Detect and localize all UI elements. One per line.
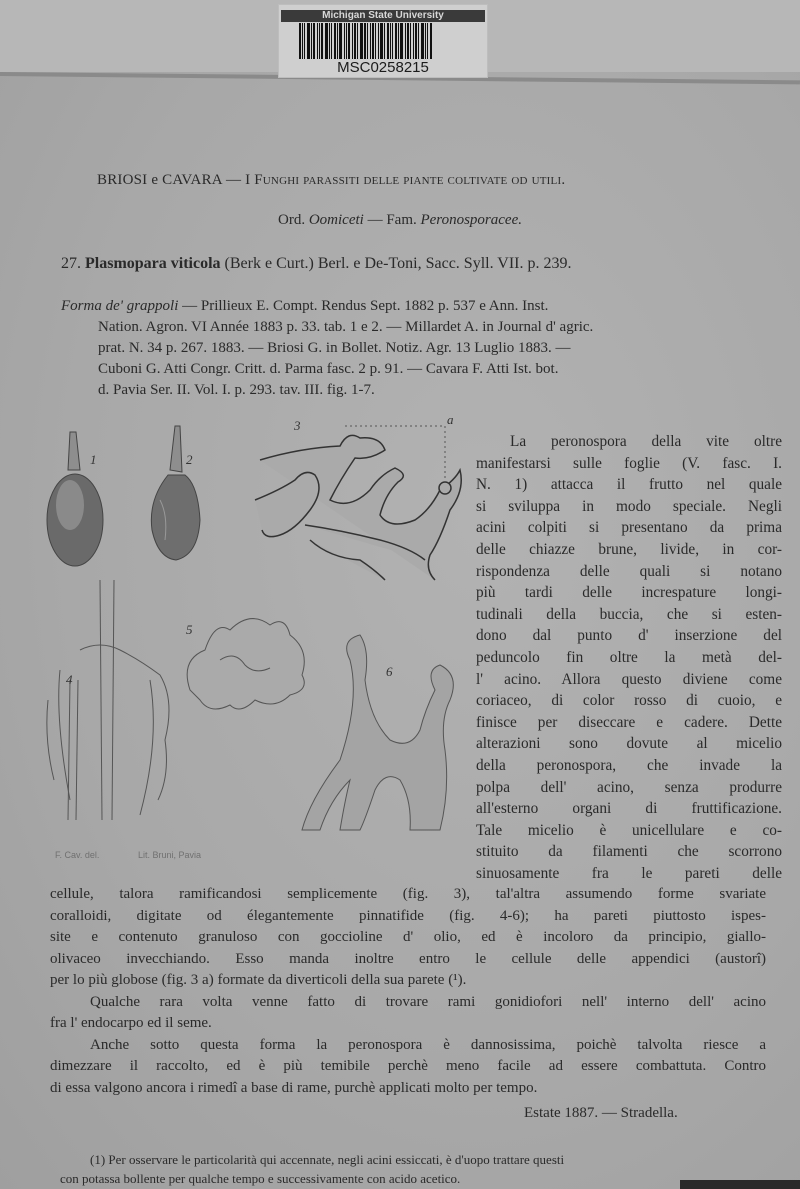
order-name: Oomiceti xyxy=(308,212,364,228)
authors: BRIOSI e CAVARA xyxy=(97,172,222,188)
text-line: coralloidi, digitate od élegantemente pinnatifide (fig. 4-6); ha pareti piuttosto ispes- xyxy=(50,907,766,924)
collection-date-locality: Estate 1887. — Stradella. xyxy=(524,1105,678,1121)
series-header xyxy=(97,172,565,189)
footnote xyxy=(60,1150,740,1188)
column-line: sinuosamente fra le pareti delle xyxy=(476,864,782,882)
description-continued xyxy=(50,884,766,1099)
species-title xyxy=(61,255,572,273)
column-line: N. 1) attacca il frutto nel quale xyxy=(476,476,782,494)
column-line: delle chiazze brune, livide, in cor- xyxy=(476,540,782,558)
column-line: all'esterno organi di fruttificazione. xyxy=(476,800,782,818)
reference-line: d. Pavia Ser. II. Vol. I. p. 293. tav. III. fig. 1-7. xyxy=(98,382,375,398)
species-name: Plasmopara viticola xyxy=(85,255,221,272)
form-label: Forma de' grappoli xyxy=(61,298,179,314)
column-line: più tardi delle increspature longi- xyxy=(476,584,782,602)
species-authority: (Berk e Curt.) Berl. e De-Toni, Sacc. Syll. VII. p. 239. xyxy=(224,255,572,272)
footnote-line: (1) Per osservare le particolarità qui accennate, negli acini essiccati, è d'uopo trattare questi xyxy=(90,1152,565,1167)
column-line: si sviluppa in modo speciale. Negli xyxy=(476,497,782,515)
column-line: coriaceo, di color rosso di cuoio, e xyxy=(476,692,782,710)
reference-line: Cuboni G. Atti Congr. Critt. d. Parma fasc. 2 p. 91. — Cavara F. Atti Ist. bot. xyxy=(98,361,559,377)
column-line: La peronospora della vite oltre xyxy=(510,433,782,450)
column-line: peduncolo fin oltre la metà del- xyxy=(476,648,782,666)
family-prefix: Fam. xyxy=(386,212,417,228)
reference-line: Nation. Agron. VI Année 1883 p. 33. tab. 1 e 2. — Millardet A. in Journal d' agric. xyxy=(98,319,594,335)
taxonomy-dash: — xyxy=(367,212,383,228)
column-line: finisce per diseccare e cadere. Dette xyxy=(476,713,782,731)
figure-label: 1 xyxy=(90,452,97,467)
reference-line: prat. N. 34 p. 267. 1883. — Briosi G. in Bollet. Notiz. Agr. 13 Luglio 1883. — xyxy=(98,340,571,356)
column-line: dono dal punto d' inserzione del xyxy=(476,627,782,645)
figure-3-mycelium xyxy=(255,435,461,580)
figure-5-mycelium xyxy=(187,619,304,709)
figure-label: 6 xyxy=(386,664,393,679)
description-column xyxy=(476,431,782,884)
figure-label: 2 xyxy=(186,452,193,467)
plate-credit-artist: F. Cav. del. xyxy=(55,850,100,860)
species-number: 27. xyxy=(61,255,81,272)
taxonomy-line xyxy=(0,212,800,229)
series-title: I Funghi parassiti delle piante coltivate od utili. xyxy=(245,172,566,188)
header-separator: — xyxy=(225,172,242,188)
text-line: fra l' endocarpo ed il seme. xyxy=(50,1015,212,1031)
text-line: per lo più globose (fig. 3 a) formate da diverticoli della sua parete (¹). xyxy=(50,972,467,988)
column-line: l' acino. Allora questo diviene come xyxy=(476,670,782,688)
figure-label: a xyxy=(447,412,454,427)
figure-label: 3 xyxy=(294,418,301,433)
text-line: Anche sotto questa forma la peronospora è dannosissima, poichè talvolta riesce a xyxy=(90,1036,766,1053)
figure-label: 4 xyxy=(66,672,73,687)
column-line: Tale micelio è unicellulare e co- xyxy=(476,821,782,839)
column-line: rispondenza delle quali si notano xyxy=(476,562,782,580)
reference-line xyxy=(61,298,548,315)
column-line: manifestarsi sulle foglie (V. fasc. I. xyxy=(476,454,782,472)
specimen-barcode-label xyxy=(278,4,488,78)
figure-2-grape-berry xyxy=(151,426,200,560)
text-line: cellule, talora ramificandosi semplicemente (fig. 3), tal'altra assumendo forme svariate xyxy=(50,886,766,902)
barcode xyxy=(299,23,464,59)
figure-6-mycelium xyxy=(302,635,453,830)
family-name: Peronosporacee. xyxy=(420,212,522,228)
text-line: olivaceo invecchiando. Esso manda inoltre entro le cellule delle appendici (austorî) xyxy=(50,950,766,967)
column-line: stituito da filamenti che scorrono xyxy=(476,843,782,861)
text-line: site e contenuto granuloso con goccioline d' olio, ed è incoloro da principio, giallo- xyxy=(50,929,766,945)
plate-credit-printer: Lit. Bruni, Pavia xyxy=(138,850,202,860)
sheet-shadow xyxy=(680,1180,800,1189)
institution-name: Michigan State University xyxy=(281,10,485,22)
figure-4-mycelium xyxy=(47,580,169,820)
column-line: tudinali della buccia, che si esten- xyxy=(476,605,782,623)
column-line: alterazioni sono dovute al micelio xyxy=(476,735,782,753)
reference-text: — Prillieux E. Compt. Rendus Sept. 1882 p. 537 e Ann. Inst. xyxy=(182,298,549,314)
footnote-line: con potassa bollente per qualche tempo e successivamente con acido acetico. xyxy=(60,1171,461,1186)
figure-label: 5 xyxy=(186,622,193,637)
column-line: polpa dell' acino, senza produrre xyxy=(476,778,782,796)
text-line: Qualche rara volta venne fatto di trovare rami gonidiofori nell' interno dell' acino xyxy=(90,993,766,1010)
order-prefix: Ord. xyxy=(278,212,306,228)
catalog-number: MSC0258215 xyxy=(337,59,429,76)
column-line: della peronospora, che invade la xyxy=(476,756,782,774)
botanical-plate xyxy=(40,420,480,840)
text-line: dimezzare il raccolto, ed è più temibile perchè meno facile ad essere combattuta. Contro xyxy=(50,1058,766,1074)
text-line: di essa valgono ancora i rimedî a base di rame, purchè applicati molto per tempo. xyxy=(50,1079,538,1096)
column-line: acini colpiti si presentano da prima xyxy=(476,519,782,537)
